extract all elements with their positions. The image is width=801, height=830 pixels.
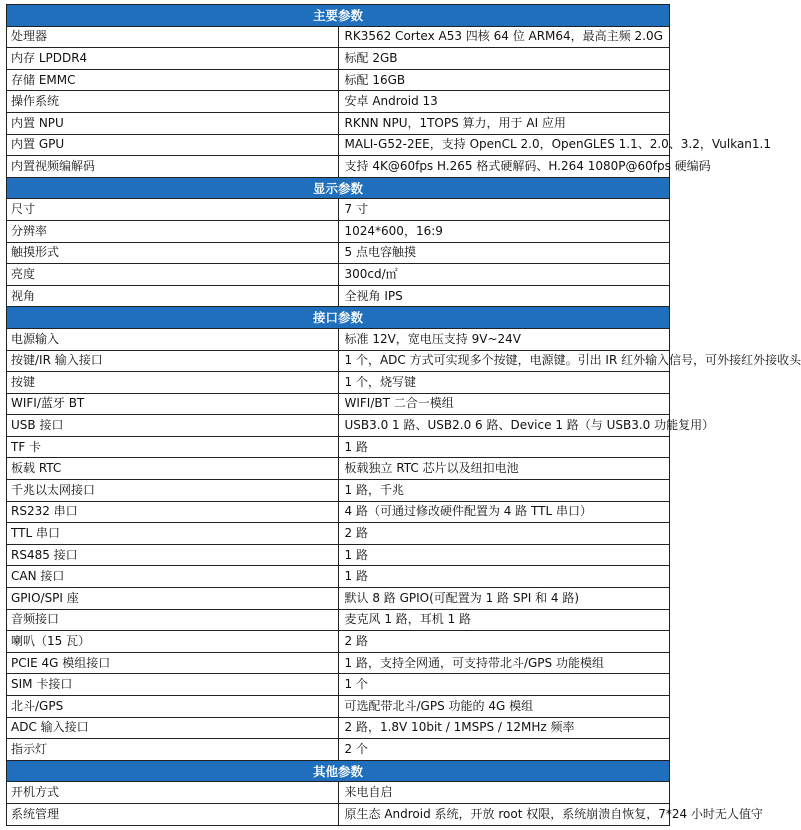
spec-label: 电源输入 xyxy=(7,328,339,350)
spec-row xyxy=(7,264,670,286)
spec-table xyxy=(6,4,801,826)
spec-value: RKNN NPU，1TOPS 算力，用于 AI 应用 xyxy=(338,112,670,134)
spec-value: RK3562 Cortex A53 四核 64 位 ARM64，最高主频 2.0G xyxy=(338,26,670,48)
spec-value: 1 路，支持全网通，可支持带北斗/GPS 功能模组 xyxy=(338,652,670,674)
spec-value: 麦克风 1 路，耳机 1 路 xyxy=(338,609,670,631)
spec-label: CAN 接口 xyxy=(7,566,339,588)
spec-row xyxy=(7,631,670,653)
spec-label: 喇叭（15 瓦） xyxy=(7,631,339,653)
spec-label: 开机方式 xyxy=(7,782,339,804)
spec-label: 操作系统 xyxy=(7,91,339,113)
spec-row xyxy=(7,156,670,178)
spec-row xyxy=(7,523,670,545)
spec-row xyxy=(7,285,670,307)
spec-label: 内置 GPU xyxy=(7,134,339,156)
spec-row xyxy=(7,609,670,631)
spec-label: WIFI/蓝牙 BT xyxy=(7,393,339,415)
spec-value: 1 路 xyxy=(338,566,670,588)
spec-value: 2 路 xyxy=(338,523,670,545)
spec-row xyxy=(7,803,670,825)
spec-row xyxy=(7,91,670,113)
section-title: 接口参数 xyxy=(7,307,670,329)
spec-row xyxy=(7,717,670,739)
spec-value: 1 个，烧写键 xyxy=(338,372,670,394)
section-header xyxy=(7,307,670,329)
spec-row xyxy=(7,69,670,91)
spec-value: 1024*600，16:9 xyxy=(338,220,670,242)
section-header xyxy=(7,760,670,782)
section-title: 显示参数 xyxy=(7,177,670,199)
spec-label: 板载 RTC xyxy=(7,458,339,480)
spec-label: 存储 EMMC xyxy=(7,69,339,91)
section-header xyxy=(7,177,670,199)
spec-row xyxy=(7,739,670,761)
spec-label: 内置 NPU xyxy=(7,112,339,134)
spec-value: 默认 8 路 GPIO(可配置为 1 路 SPI 和 4 路) xyxy=(338,588,670,610)
spec-row xyxy=(7,436,670,458)
spec-row xyxy=(7,199,670,221)
spec-label: 尺寸 xyxy=(7,199,339,221)
spec-value: 标准 12V，宽电压支持 9V~24V xyxy=(338,328,670,350)
spec-value: 支持 4K@60fps H.265 格式硬解码、H.264 1080P@60fps 硬编码 xyxy=(338,156,670,178)
spec-label: RS485 接口 xyxy=(7,544,339,566)
spec-value: 标配 2GB xyxy=(338,48,670,70)
spec-value: MALI-G52-2EE，支持 OpenCL 2.0，OpenGLES 1.1、2.0、3.2，Vulkan1.1 xyxy=(338,134,670,156)
spec-label: 北斗/GPS xyxy=(7,696,339,718)
spec-value: USB3.0 1 路、USB2.0 6 路、Device 1 路（与 USB3.0 功能复用） xyxy=(338,415,670,437)
section-title: 其他参数 xyxy=(7,760,670,782)
spec-label: 内存 LPDDR4 xyxy=(7,48,339,70)
spec-value: 1 路 xyxy=(338,544,670,566)
spec-label: TF 卡 xyxy=(7,436,339,458)
spec-label: USB 接口 xyxy=(7,415,339,437)
spec-value: 1 个，ADC 方式可实现多个按键，电源键。引出 IR 红外输入信号，可外接红外接收头 xyxy=(338,350,670,372)
spec-value: 全视角 IPS xyxy=(338,285,670,307)
spec-label: SIM 卡接口 xyxy=(7,674,339,696)
section-header xyxy=(7,5,670,27)
spec-row xyxy=(7,328,670,350)
spec-label: 亮度 xyxy=(7,264,339,286)
spec-label: 触摸形式 xyxy=(7,242,339,264)
spec-value: 2 个 xyxy=(338,739,670,761)
spec-label: 视角 xyxy=(7,285,339,307)
spec-row xyxy=(7,588,670,610)
spec-label: 处理器 xyxy=(7,26,339,48)
spec-value: 1 个 xyxy=(338,674,670,696)
spec-label: 分辨率 xyxy=(7,220,339,242)
spec-value: 板载独立 RTC 芯片以及纽扣电池 xyxy=(338,458,670,480)
spec-value: 1 路 xyxy=(338,436,670,458)
spec-value: 300cd/㎡ xyxy=(338,264,670,286)
spec-row xyxy=(7,415,670,437)
spec-row xyxy=(7,501,670,523)
spec-row xyxy=(7,696,670,718)
spec-value: 原生态 Android 系统，开放 root 权限，系统崩溃自恢复，7*24 小时无人值守 xyxy=(338,803,670,825)
spec-value: 2 路，1.8V 10bit / 1MSPS / 12MHz 频率 xyxy=(338,717,670,739)
spec-label: 系统管理 xyxy=(7,803,339,825)
spec-row xyxy=(7,372,670,394)
spec-value: 4 路（可通过修改硬件配置为 4 路 TTL 串口） xyxy=(338,501,670,523)
spec-row xyxy=(7,782,670,804)
spec-row xyxy=(7,544,670,566)
spec-row xyxy=(7,674,670,696)
spec-row xyxy=(7,652,670,674)
spec-label: ADC 输入接口 xyxy=(7,717,339,739)
spec-value: 1 路，千兆 xyxy=(338,480,670,502)
spec-row xyxy=(7,350,670,372)
spec-value: 可选配带北斗/GPS 功能的 4G 模组 xyxy=(338,696,670,718)
spec-value: 5 点电容触摸 xyxy=(338,242,670,264)
spec-label: 千兆以太网接口 xyxy=(7,480,339,502)
spec-value: 2 路 xyxy=(338,631,670,653)
spec-row xyxy=(7,220,670,242)
spec-value: 来电自启 xyxy=(338,782,670,804)
spec-label: 指示灯 xyxy=(7,739,339,761)
spec-label: 音频接口 xyxy=(7,609,339,631)
spec-label: 按键 xyxy=(7,372,339,394)
spec-row xyxy=(7,134,670,156)
spec-label: PCIE 4G 模组接口 xyxy=(7,652,339,674)
spec-value: 标配 16GB xyxy=(338,69,670,91)
spec-row xyxy=(7,480,670,502)
spec-row xyxy=(7,48,670,70)
spec-row xyxy=(7,112,670,134)
spec-label: 内置视频编解码 xyxy=(7,156,339,178)
spec-row xyxy=(7,393,670,415)
spec-row xyxy=(7,458,670,480)
spec-label: 按键/IR 输入接口 xyxy=(7,350,339,372)
spec-label: GPIO/SPI 座 xyxy=(7,588,339,610)
spec-row xyxy=(7,26,670,48)
spec-row xyxy=(7,242,670,264)
spec-label: TTL 串口 xyxy=(7,523,339,545)
section-title: 主要参数 xyxy=(7,5,670,27)
spec-value: WIFI/BT 二合一模组 xyxy=(338,393,670,415)
spec-row xyxy=(7,566,670,588)
spec-label: RS232 串口 xyxy=(7,501,339,523)
spec-value: 7 寸 xyxy=(338,199,670,221)
spec-value: 安卓 Android 13 xyxy=(338,91,670,113)
